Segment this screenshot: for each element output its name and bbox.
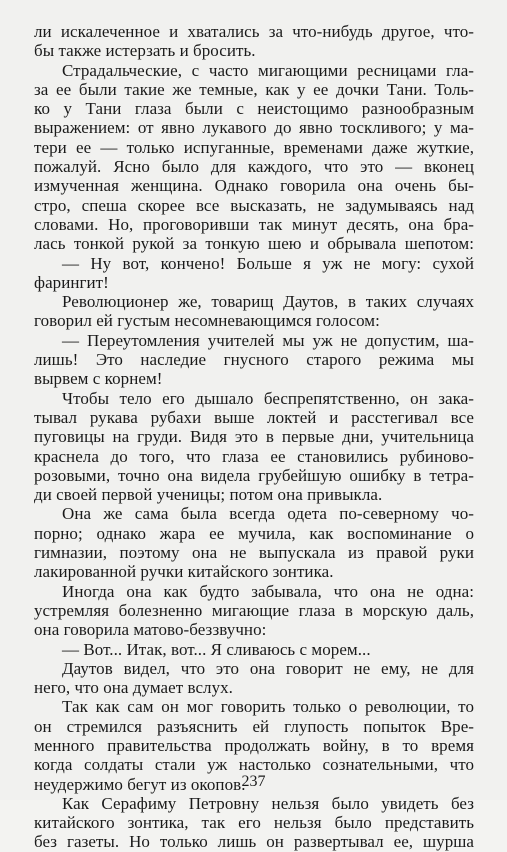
- text-line: измученная женщина. Однако говорила она очень бы-: [34, 176, 474, 196]
- text-line: устремляя болезненно мигающие глаза в морскую даль,: [34, 600, 474, 620]
- text-line: Иногда она как будто забывала, что она не одна:: [62, 581, 474, 601]
- text-line: розовыми, точно она видела грубейшую ошибку в тетра-: [34, 465, 474, 485]
- text-line: неудержимо бегут из окопов.: [34, 774, 246, 794]
- text-line: гимназии, поэтому она не выпускала из правой руки: [34, 543, 474, 563]
- text-line: ди своей первой ученицы; потом она привыкла.: [34, 485, 383, 505]
- paragraph: [34, 504, 474, 581]
- paragraph: [34, 659, 474, 698]
- text-line: краснела до того, что глаза ее становились рубиново-: [34, 446, 474, 466]
- text-line: порно; однако жара ее мучила, как воспоминание о: [34, 523, 474, 543]
- text-line: Как Серафиму Петровну нельзя было увидеть без: [62, 793, 474, 813]
- text-line: выражением: от явно лукавого до явно тоскливого; у ма-: [34, 118, 474, 138]
- text-line: вырвем с корнем!: [34, 369, 163, 389]
- text-line: Так как сам он мог говорить только о революции, то: [62, 697, 474, 717]
- text-line: пожалуй. Ясно было для каждого, что это — вконец: [34, 157, 474, 177]
- text-line: него, что она думает вслух.: [34, 678, 233, 698]
- paragraph: [34, 582, 474, 640]
- text-line: бы также истерзать и бросить.: [34, 41, 256, 61]
- text-line: пуговицы на груди. Видя это в первые дни, учительница: [34, 427, 474, 447]
- text-line: Страдальческие, с часто мигающими ресницами гла-: [62, 60, 474, 80]
- text-line: Чтобы тело его дышало беспрепятственно, он зака-: [62, 388, 474, 408]
- text-line: Даутов видел, что это она говорит не ему, не для: [62, 658, 474, 678]
- paragraph: [34, 331, 474, 389]
- text-line: — Ну вот, кончено! Больше я уж не могу: сухой: [62, 253, 474, 273]
- text-line: тери ее — только испуганные, временами даже жуткие,: [34, 137, 474, 157]
- text-line: Революционер же, товарищ Даутов, в таких случаях: [62, 292, 474, 312]
- text-line: словами. Но, проговоривши так минут десять, она бра-: [34, 214, 474, 234]
- text-line: менного правительства продолжать войну, в то время: [34, 735, 474, 755]
- text-line: тывал рукава рубахи выше локтей и расстегивал все: [34, 407, 474, 427]
- paragraph: [34, 22, 474, 61]
- text-line: когда солдаты стали уж настолько сознательными, что: [34, 755, 474, 775]
- text-line: — Вот... Итак, вот... Я сливаюсь с морем...: [62, 639, 371, 659]
- text-line: ли искалеченное и хватались за что-нибудь другое, что-: [34, 22, 474, 41]
- text-line: он стремился разъяснить ей глупость попыток Вре-: [34, 716, 474, 736]
- paragraph: [34, 61, 474, 254]
- text-line: за ее были такие же темные, как у ее дочки Тани. Толь-: [34, 79, 474, 99]
- paragraph: [34, 794, 474, 852]
- body-text: [34, 22, 474, 852]
- text-line: она говорила матово-беззвучно:: [34, 620, 267, 640]
- text-line: Она же сама была всегда одета по-северному чо-: [62, 504, 474, 524]
- paragraph: [34, 254, 474, 293]
- text-line: лась тонкой рукой за тонкую шею и обрывала шепотом:: [34, 234, 474, 254]
- paragraph: [34, 292, 474, 331]
- paragraph: [34, 640, 474, 659]
- page-number: 237: [241, 773, 266, 790]
- text-line: лишь! Это наследие гнусного старого режима мы: [34, 350, 474, 370]
- text-line: лакированной ручки китайского зонтика.: [34, 562, 334, 582]
- text-line: стро, спеша скорее все высказать, не задумываясь над: [34, 195, 474, 215]
- text-line: фарингит!: [34, 272, 109, 292]
- text-line: говорил ей густым несомневающимся голосом:: [34, 311, 380, 331]
- text-line: без газеты. Но только лишь он развертывал ее, шурша: [34, 832, 474, 852]
- text-line: китайского зонтика, так его нельзя было представить: [34, 813, 474, 833]
- text-line: ко у Тани глаза были с неистощимо разнообразным: [34, 99, 474, 119]
- text-line: — Переутомления учителей мы уж не допустим, ша-: [62, 330, 474, 350]
- paragraph: [34, 389, 474, 505]
